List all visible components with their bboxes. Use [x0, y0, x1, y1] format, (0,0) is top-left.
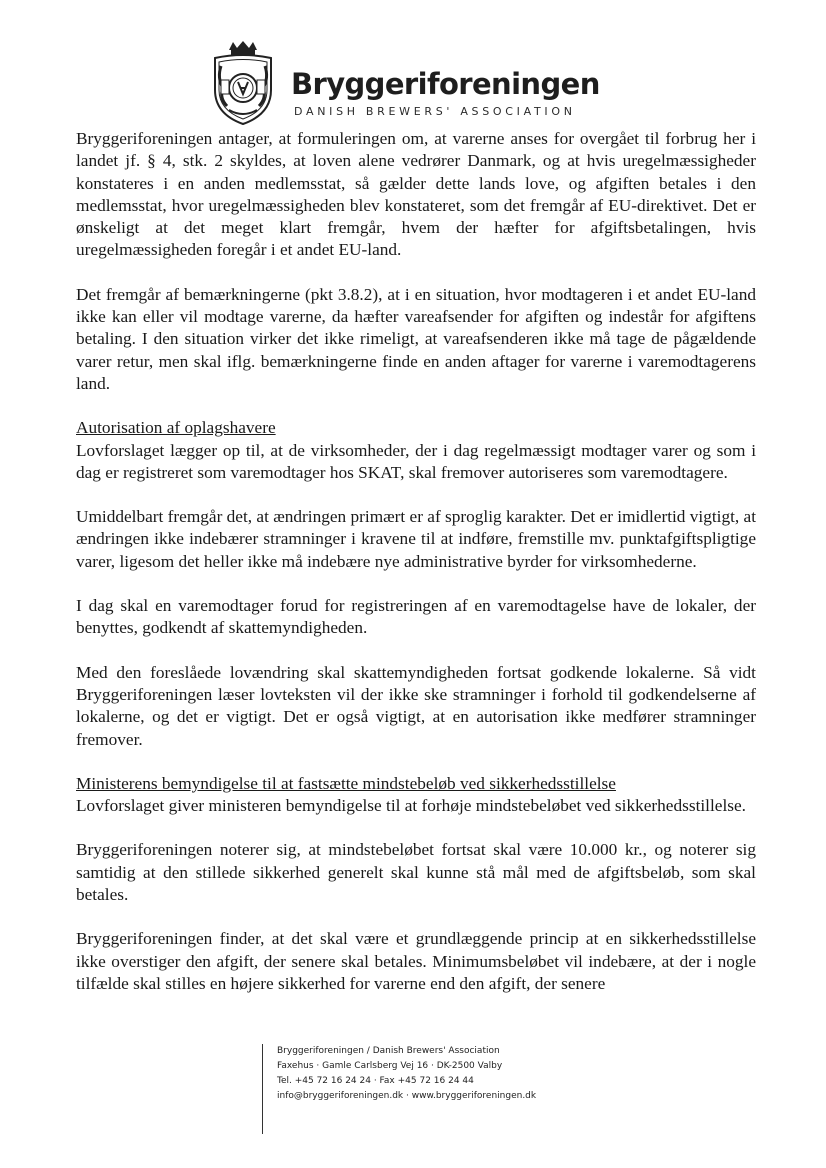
body-paragraph: Med den foreslåede lovændring skal skattemyndigheden fortsat godkende lokalerne. Så vidt Bryggeriforeningen læser lovteksten vil der ikke ske stramninger i forhold til godkendelserne af lokalerne, og det er vigtigt. Det er også vigtigt, at en autorisation ikke medfører stramninger fremover.: [76, 662, 756, 749]
organization-name: Bryggeriforeningen: [291, 67, 600, 101]
footer-phone-line: Tel. +45 72 16 24 24 · Fax +45 72 16 24 44: [277, 1076, 474, 1086]
letter-footer: [262, 1044, 582, 1134]
section-minister-authority: [76, 773, 756, 995]
section-heading: Ministerens bemyndigelse til at fastsætte mindstebeløb ved sikkerhedsstillelse: [76, 773, 616, 793]
letter-body: [76, 128, 756, 1017]
footer-address-line: Faxehus · Gamle Carlsberg Vej 16 · DK-2500 Valby: [277, 1061, 503, 1071]
footer-org-line: Bryggeriforeningen / Danish Brewers' Association: [277, 1046, 500, 1056]
body-paragraph: Lovforslaget giver ministeren bemyndigelse til at forhøje mindstebeløbet ved sikkerhedsstillelse.: [76, 796, 746, 816]
body-paragraph: Lovforslaget lægger op til, at de virksomheder, der i dag regelmæssigt modtager varer og som i dag er registreret som varemodtager hos SKAT, skal fremover autoriseres som varemodtagere.: [76, 440, 756, 482]
body-paragraph: Det fremgår af bemærkningerne (pkt 3.8.2), at i en situation, hvor modtageren i et andet EU-land ikke kan eller vil modtage varerne, da hæfter vareafsender for afgiften og indestår for afgiftens betaling. I den situation virker det ikke rimeligt, at vareafsenderen ikke må tage de pågældende varer retur, men skal iflg. bemærkningerne finde en anden aftager for varerne i varemodtagerens land.: [76, 284, 756, 393]
footer-contact-line: info@bryggeriforeningen.dk · www.bryggeriforeningen.dk: [277, 1091, 537, 1101]
section-authorisation: [76, 417, 756, 751]
body-paragraph: Bryggeriforeningen antager, at formuleringen om, at varerne anses for overgået til forbrug her i landet jf. § 4, stk. 2 skyldes, at loven alene vedrører Danmark, og at hvis uregelmæssigheder konstateres i en anden medlemsstat, så gælder dette lands love, og afgiften betales i den medlemsstat, hvor uregelmæssigheden blev konstateret, som det fremgår af EU-direktivet. Det er ønskeligt at det meget klart fremgår, hvem der hæfter for afgiftsbetalingen, hvis uregelmæssigheden foregår i et andet EU-land.: [76, 129, 756, 260]
association-crest-logo: [207, 40, 279, 126]
brand-block: [291, 65, 631, 119]
body-paragraph: Bryggeriforeningen noterer sig, at mindstebeløbet fortsat skal være 10.000 kr., og noterer sig samtidig at den stillede sikkerhed generelt skal kunne stå mål med de afgiftsbeløb, som skal betales.: [76, 840, 756, 905]
letterhead: [0, 0, 826, 130]
section-heading: Autorisation af oplagshavere: [76, 418, 276, 438]
organization-subtitle: DANISH BREWERS' ASSOCIATION: [294, 105, 576, 118]
body-paragraph: Bryggeriforeningen finder, at det skal være et grundlæggende princip at en sikkerhedsstillelse ikke overstiger den afgift, der senere skal betales. Minimumsbeløbet vil indebære, at der i nogle tilfælde skal stilles en højere sikkerhed for varerne end den afgift, der senere: [76, 929, 756, 993]
body-paragraph: I dag skal en varemodtager forud for registreringen af en varemodtagelse have de lokaler, der benyttes, godkendt af skattemyndigheden.: [76, 596, 756, 638]
body-paragraph: Umiddelbart fremgår det, at ændringen primært er af sproglig karakter. Det er imidlertid vigtigt, at ændringen ikke indebærer stramninger i kravene til at indføre, fremstille mv. punktafgiftspligtige varer, ligesom det heller ikke må indebære nye administrative byrder for virksomhederne.: [76, 507, 757, 571]
